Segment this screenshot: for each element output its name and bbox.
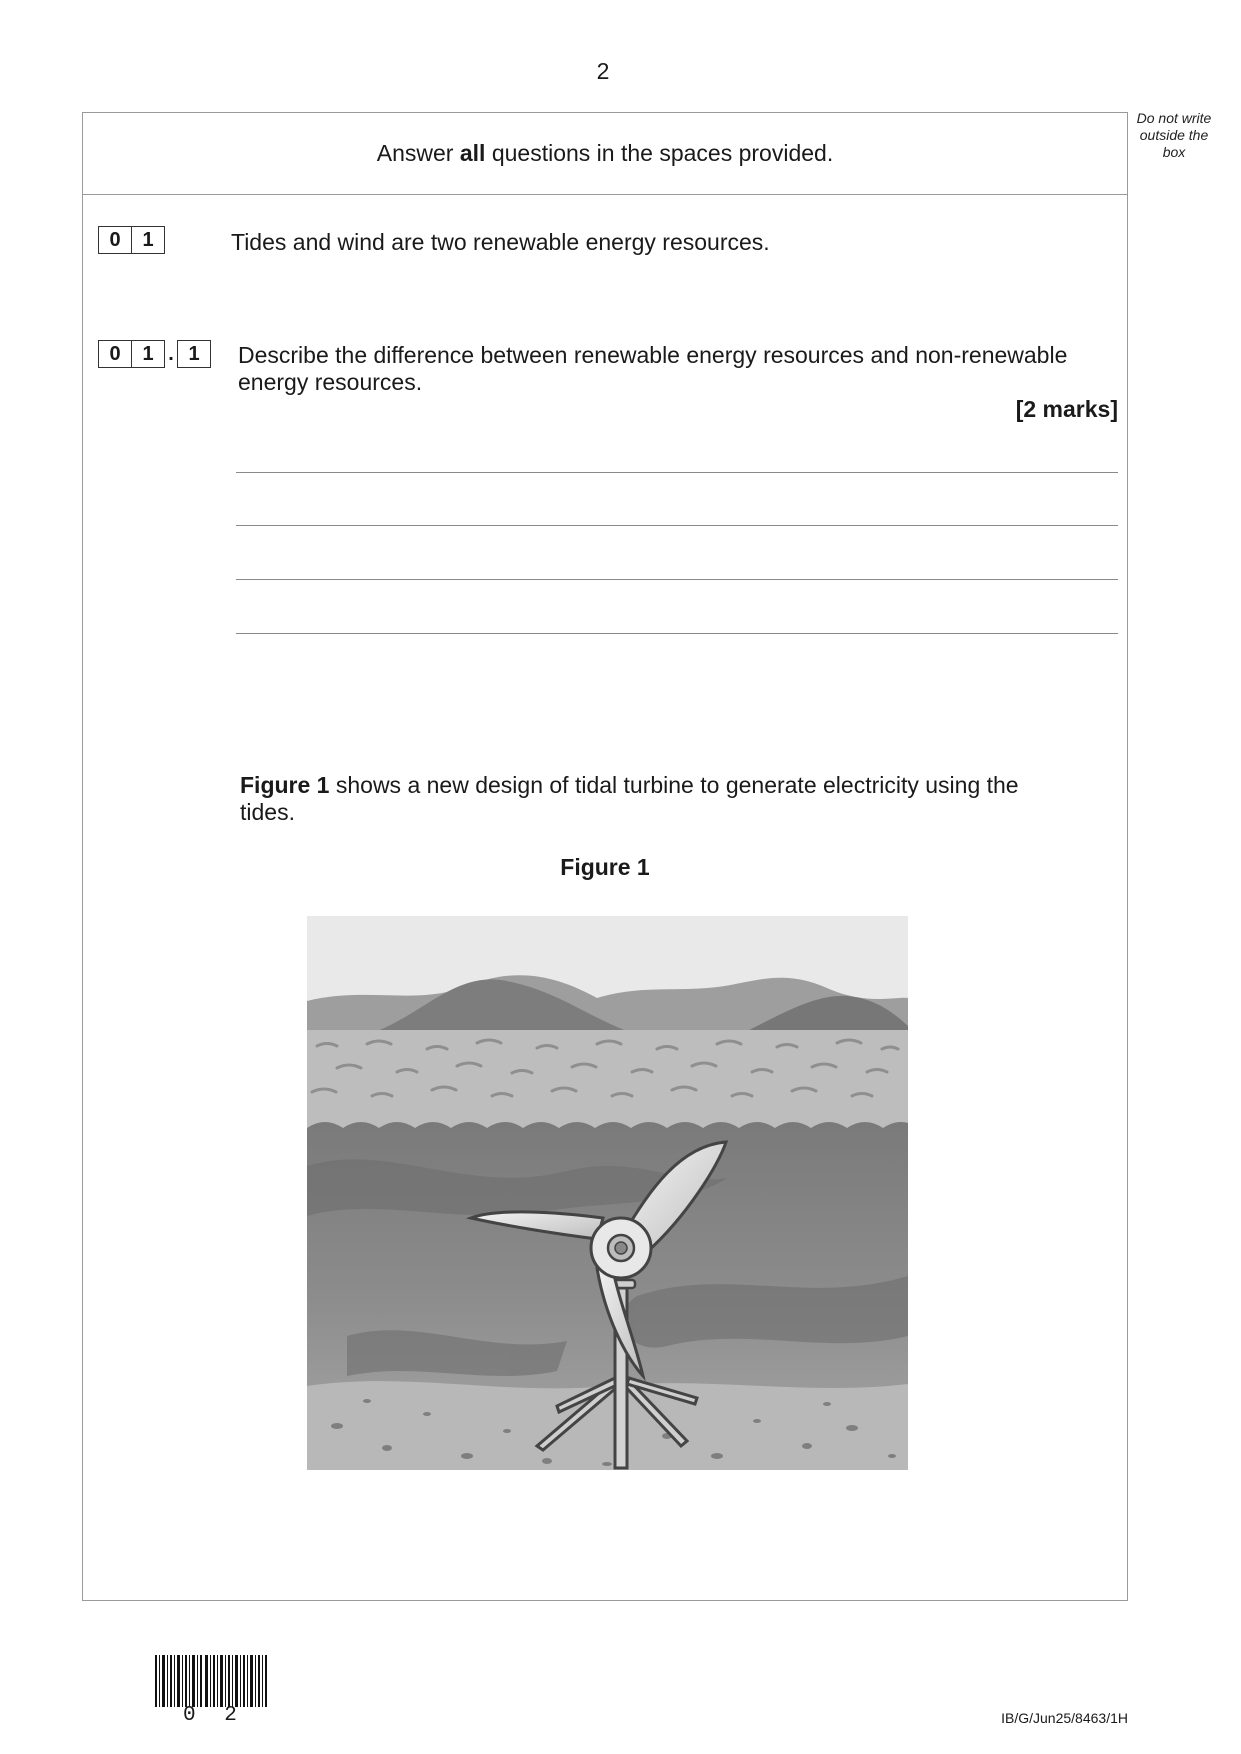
- sea-surface: [307, 1030, 908, 1130]
- barcode: [155, 1655, 267, 1707]
- question-subpart-box: 1: [177, 340, 211, 368]
- question-number-separator: .: [168, 343, 174, 365]
- instruction-divider: [82, 194, 1128, 195]
- paper-reference: IB/G/Jun25/8463/1H: [1001, 1710, 1128, 1726]
- figure-reference: Figure 1: [240, 772, 330, 798]
- instruction-emphasis: all: [459, 140, 486, 166]
- answer-line[interactable]: [236, 633, 1118, 634]
- question-digit-box: 0: [98, 226, 132, 254]
- question-digit-box: 1: [132, 226, 165, 254]
- barcode-number: 0 2: [183, 1704, 245, 1727]
- turbine-hub-centre: [615, 1242, 627, 1254]
- margin-note: Do not write outside the box: [1136, 110, 1212, 160]
- question-digit-box: 0: [98, 340, 132, 368]
- answer-line[interactable]: [236, 525, 1118, 526]
- marks-label: [2 marks]: [1015, 396, 1118, 422]
- answer-line[interactable]: [236, 472, 1118, 473]
- answer-line[interactable]: [236, 579, 1118, 580]
- question-01-text: Tides and wind are two renewable energy resources.: [231, 229, 770, 255]
- instruction: Answer all questions in the spaces provided.: [376, 140, 834, 166]
- figure-title: Figure 1: [560, 854, 650, 880]
- question-number-01-1: [98, 340, 211, 368]
- page-number: 2: [596, 58, 610, 84]
- question-digit-box: 1: [132, 340, 165, 368]
- tidal-turbine-figure: [307, 916, 908, 1470]
- figure-intro-text: Figure 1 shows a new design of tidal turbine to generate electricity using the tides.: [240, 772, 1019, 825]
- question-01-1-text: Describe the difference between renewable energy resources and non-renewable energy resources.: [238, 342, 1068, 395]
- question-number-01: [98, 226, 165, 254]
